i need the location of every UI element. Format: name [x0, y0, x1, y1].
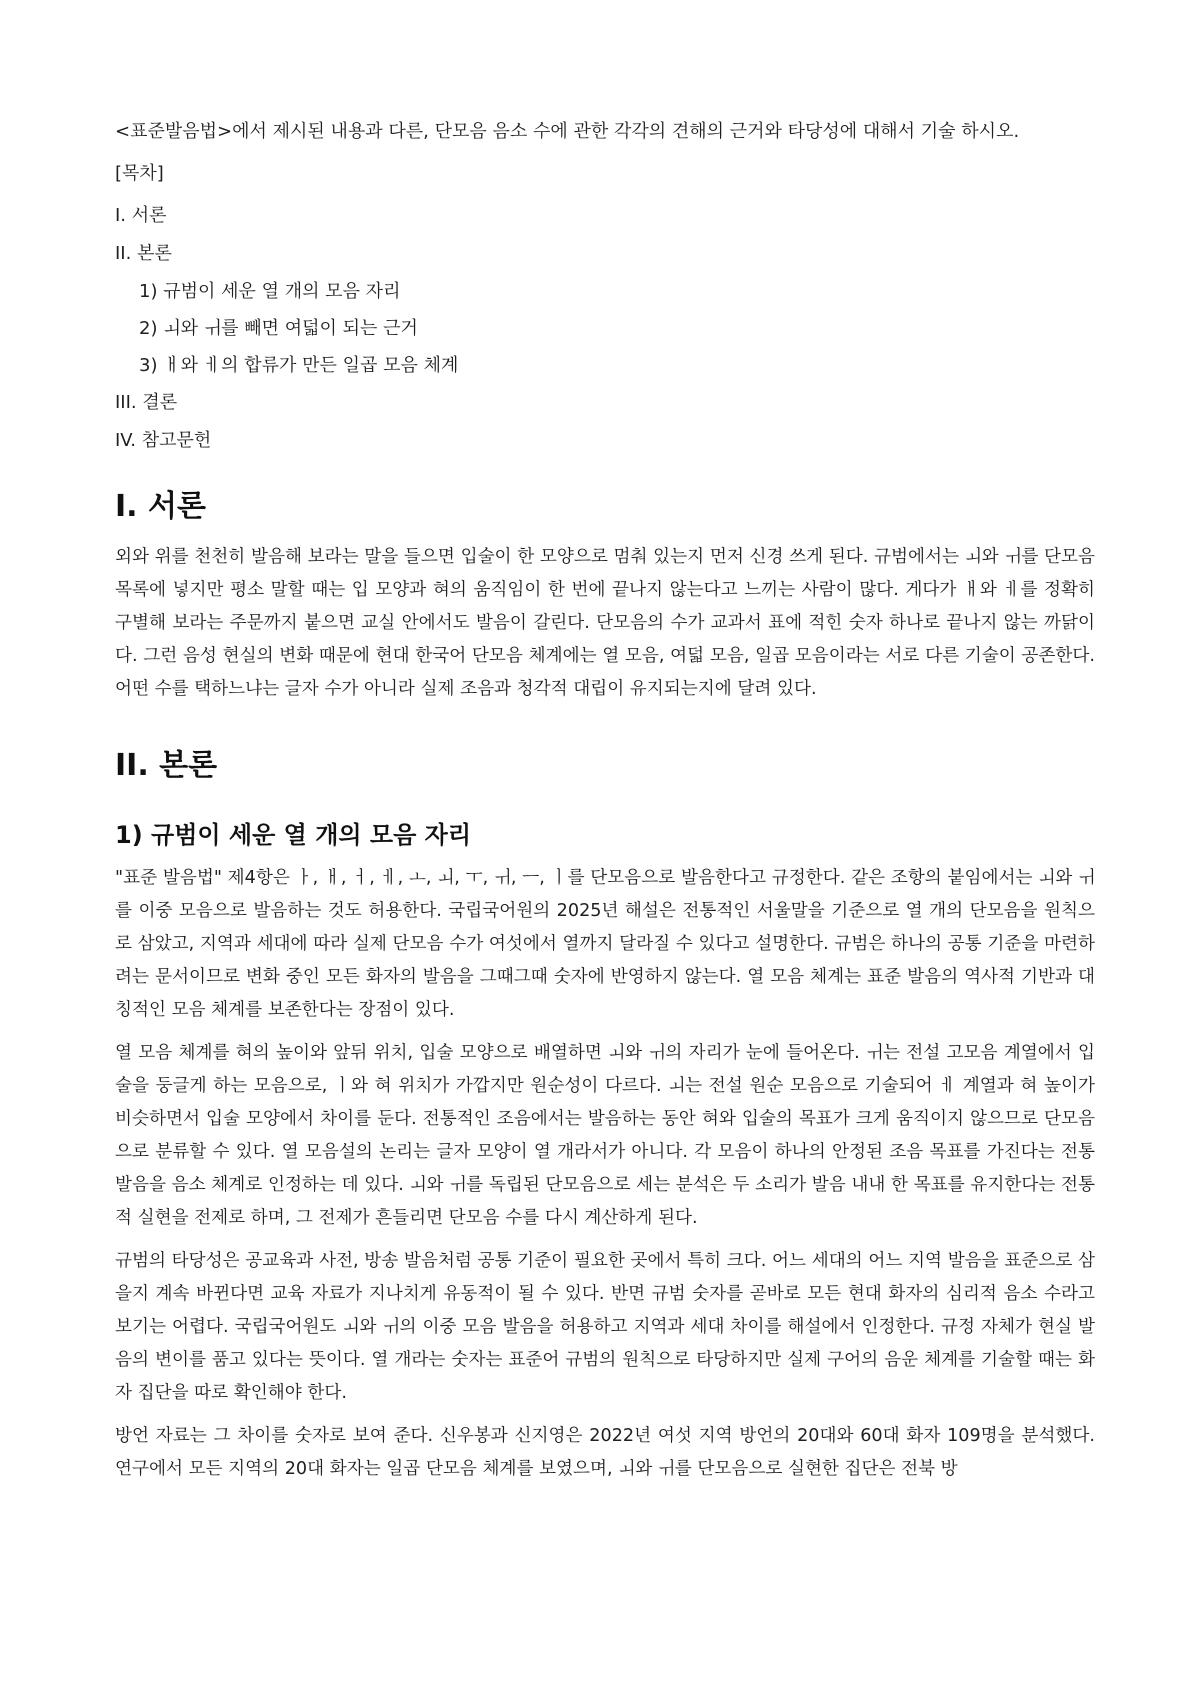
toc-item: I. 서론: [115, 205, 167, 226]
table-of-contents: [115, 202, 1095, 455]
body-paragraph: 규범의 타당성은 공교육과 사전, 방송 발음처럼 공통 기준이 필요한 곳에서 특히 크다. 어느 세대의 어느 지역 발음을 표준으로 삼을지 계속 바뀐다면 교육 자료가 지나치게 유동적이 될 수 있다. 반면 규범 숫자를 곧바로 모든 현대 화자의 심리적 음소 수라고 보기는 어렵다. 국립국어원도 ㅚ와 ㅟ의 이중 모음 발음을 허용하고 지역과 세대 차이를 해설에서 인정한다. 규정 자체가 현실 발음의 변이를 품고 있다는 뜻이다. 열 개라는 숫자는 표준어 규범의 원칙으로 타당하지만 실제 구어의 음운 체계를 기술할 때는 화자 집단을 따로 확인해야 한다.: [115, 1251, 1095, 1403]
toc-item: III. 결론: [115, 392, 178, 413]
body-paragraph: 열 모음 체계를 혀의 높이와 앞뒤 위치, 입술 모양으로 배열하면 ㅚ와 ㅟ의 자리가 눈에 들어온다. ㅟ는 전설 고모음 계열에서 입술을 둥글게 하는 모음으로, ㅣ와 혀 위치가 가깝지만 원순성이 다르다. ㅚ는 전설 원순 모음으로 기술되어 ㅔ 계열과 혀 높이가 비슷하면서 입술 모양에서 차이를 둔다. 전통적인 조음에서는 발음하는 동안 혀와 입술의 목표가 크게 움직이지 않으므로 단모음으로 분류할 수 있다. 열 모음설의 논리는 글자 모양이 열 개라서가 아니다. 각 모음이 하나의 안정된 조음 목표를 가진다는 전통 발음을 음소 체계로 인정하는 데 있다. ㅚ와 ㅟ를 독립된 단모음으로 세는 분석은 두 소리가 발음 내내 한 목표를 유지한다는 전통적 실현을 전제로 하며, 그 전제가 흔들리면 단모음 수를 다시 계산하게 된다.: [115, 1043, 1095, 1228]
question-prompt: <표준발음법>에서 제시된 내용과 다른, 단모음 음소 수에 관한 각각의 견해의 근거와 타당성에 대해서 기술 하시오.: [115, 121, 1020, 142]
body-paragraph: 방언 자료는 그 차이를 숫자로 보여 준다. 신우봉과 신지영은 2022년 여섯 지역 방언의 20대와 60대 화자 109명을 분석했다. 연구에서 모든 지역의 20대 화자는 일곱 단모음 체계를 보였으며, ㅚ와 ㅟ를 단모음으로 실현한 집단은 전북 방: [115, 1426, 1095, 1479]
toc-subitem: 1) 규범이 세운 열 개의 모음 자리: [139, 281, 401, 302]
toc-subitem: 3) ㅐ와 ㅔ의 합류가 만든 일곱 모음 체계: [139, 355, 459, 376]
toc-subitem: 2) ㅚ와 ㅟ를 빼면 여덟이 되는 근거: [139, 318, 418, 339]
section-heading-body: II. 본론: [115, 748, 218, 783]
body-paragraph: "표준 발음법" 제4항은 ㅏ, ㅐ, ㅓ, ㅔ, ㅗ, ㅚ, ㅜ, ㅟ, ㅡ, ㅣ를 단모음으로 발음한다고 규정한다. 같은 조항의 붙임에서는 ㅚ와 ㅟ를 이중 모음으로 발음하는 것도 허용한다. 국립국어원의 2025년 해설은 전통적인 서울말을 기준으로 열 개의 단모음을 원칙으로 삼았고, 지역과 세대에 따라 실제 단모음 수가 여섯에서 열까지 달라질 수 있다고 설명한다. 규범은 하나의 공통 기준을 마련하려는 문서이므로 변화 중인 모든 화자의 발음을 그때그때 숫자에 반영하지 않는다. 열 모음 체계는 표준 발음의 역사적 기반과 대칭적인 모음 체계를 보존한다는 장점이 있다.: [115, 868, 1095, 1020]
toc-item: II. 본론: [115, 243, 172, 264]
toc-heading: [목차]: [115, 163, 164, 184]
toc-item: IV. 참고문헌: [115, 430, 212, 451]
intro-paragraph: 외와 위를 천천히 발음해 보라는 말을 들으면 입술이 한 모양으로 멈춰 있는지 먼저 신경 쓰게 된다. 규범에서는 ㅚ와 ㅟ를 단모음 목록에 넣지만 평소 말할 때는 입 모양과 혀의 움직임이 한 번에 끝나지 않는다고 느끼는 사람이 많다. 게다가 ㅐ와 ㅔ를 정확히 구별해 보라는 주문까지 붙으면 교실 안에서도 발음이 갈린다. 단모음의 수가 교과서 표에 적힌 숫자 하나로 끝나지 않는 까닭이다. 그런 음성 현실의 변화 때문에 현대 한국어 단모음 체계에는 열 모음, 여덟 모음, 일곱 모음이라는 서로 다른 기술이 공존한다. 어떤 수를 택하느냐는 글자 수가 아니라 실제 조음과 청각적 대립이 유지되는지에 달려 있다.: [115, 547, 1095, 699]
subsection-heading-norm: 1) 규범이 세운 열 개의 모음 자리: [115, 821, 472, 849]
section-heading-intro: I. 서론: [115, 489, 206, 524]
document-page: [115, 118, 1095, 1496]
